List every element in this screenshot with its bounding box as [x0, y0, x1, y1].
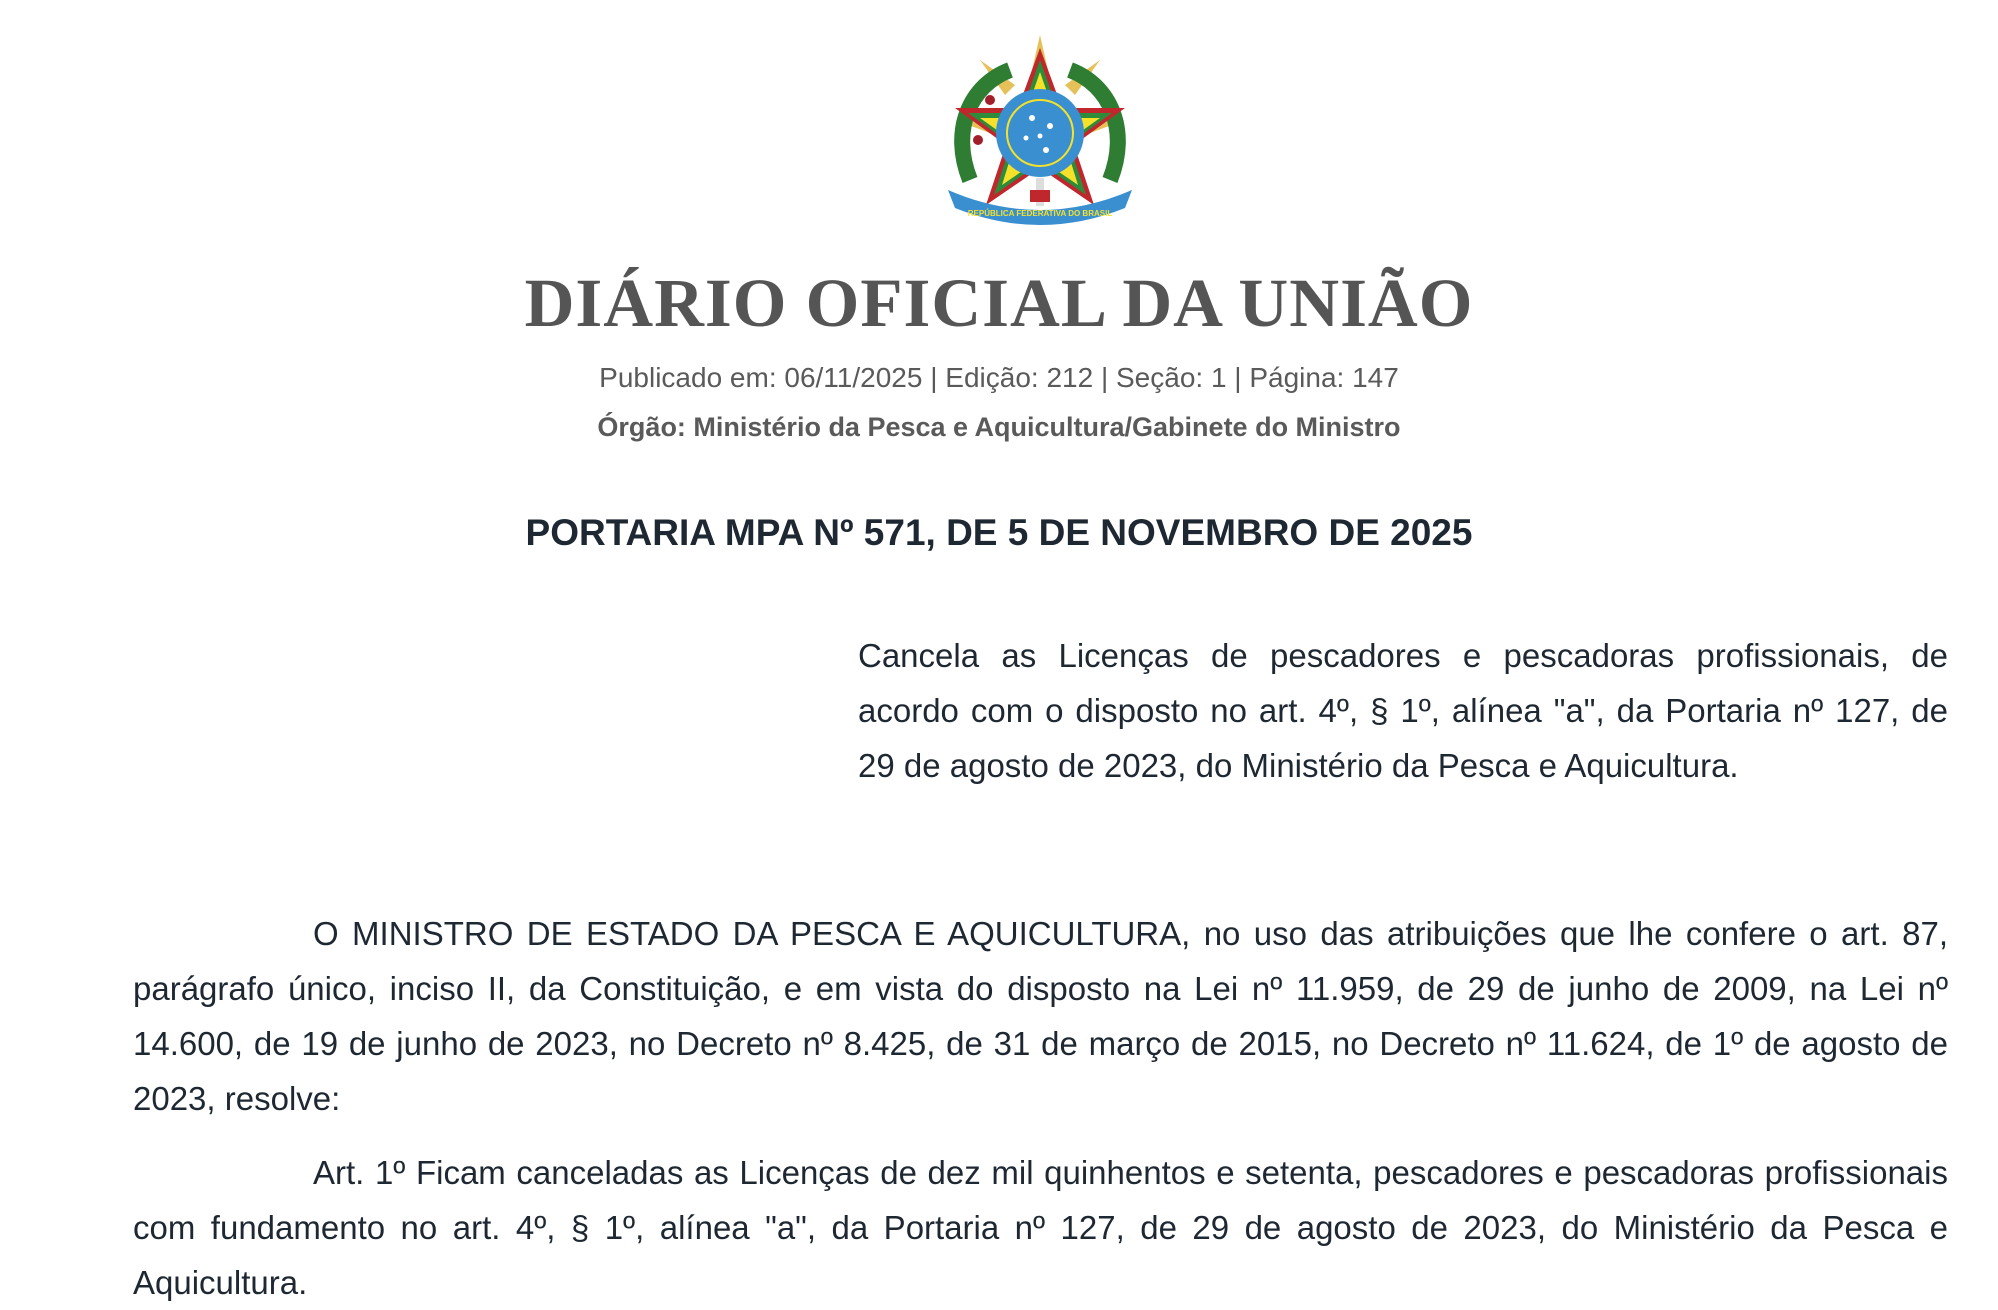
article-1-paragraph: Art. 1º Ficam canceladas as Licenças de dez mil quinhentos e setenta, pescadores e pescadoras profissionais com fundamento no art. 4º, § 1º, alínea "a", da Portaria nº 127, de 29 de agosto de 2023, do Ministério da Pesca e Aquicultura.	[133, 1154, 1948, 1301]
issuing-body: Órgão: Ministério da Pesca e Aquicultura/Gabinete do Ministro	[597, 412, 1401, 442]
preamble-paragraph: O MINISTRO DE ESTADO DA PESCA E AQUICULTURA, no uso das atribuições que lhe confere o art. 87, parágrafo único, inciso II, da Constituição, e em vista do disposto na Lei nº 11.959, de 29 de junho de 2009, na Lei nº 14.600, de 19 de junho de 2023, no Decreto nº 8.425, de 31 de março de 2015, no Decreto nº 11.624, de 1º de agosto de 2023, resolve:	[133, 915, 1948, 1117]
publication-info: Publicado em: 06/11/2025 | Edição: 212 | Seção: 1 | Página: 147	[599, 362, 1399, 393]
ementa-summary: Cancela as Licenças de pescadores e pescadoras profissionais, de acordo com o disposto no art. 4º, § 1º, alínea "a", da Portaria nº 127, de 29 de agosto de 2023, do Ministério da Pesca e Aquicultura.	[858, 637, 1948, 784]
document-heading: PORTARIA MPA Nº 571, DE 5 DE NOVEMBRO DE 2025	[525, 512, 1473, 553]
svg-text:REPÚBLICA FEDERATIVA DO BRASIL: REPÚBLICA FEDERATIVA DO BRASIL	[967, 209, 1113, 218]
newspaper-title: DIÁRIO OFICIAL DA UNIÃO	[524, 265, 1474, 341]
brazil-coat-of-arms-icon	[940, 30, 1140, 230]
